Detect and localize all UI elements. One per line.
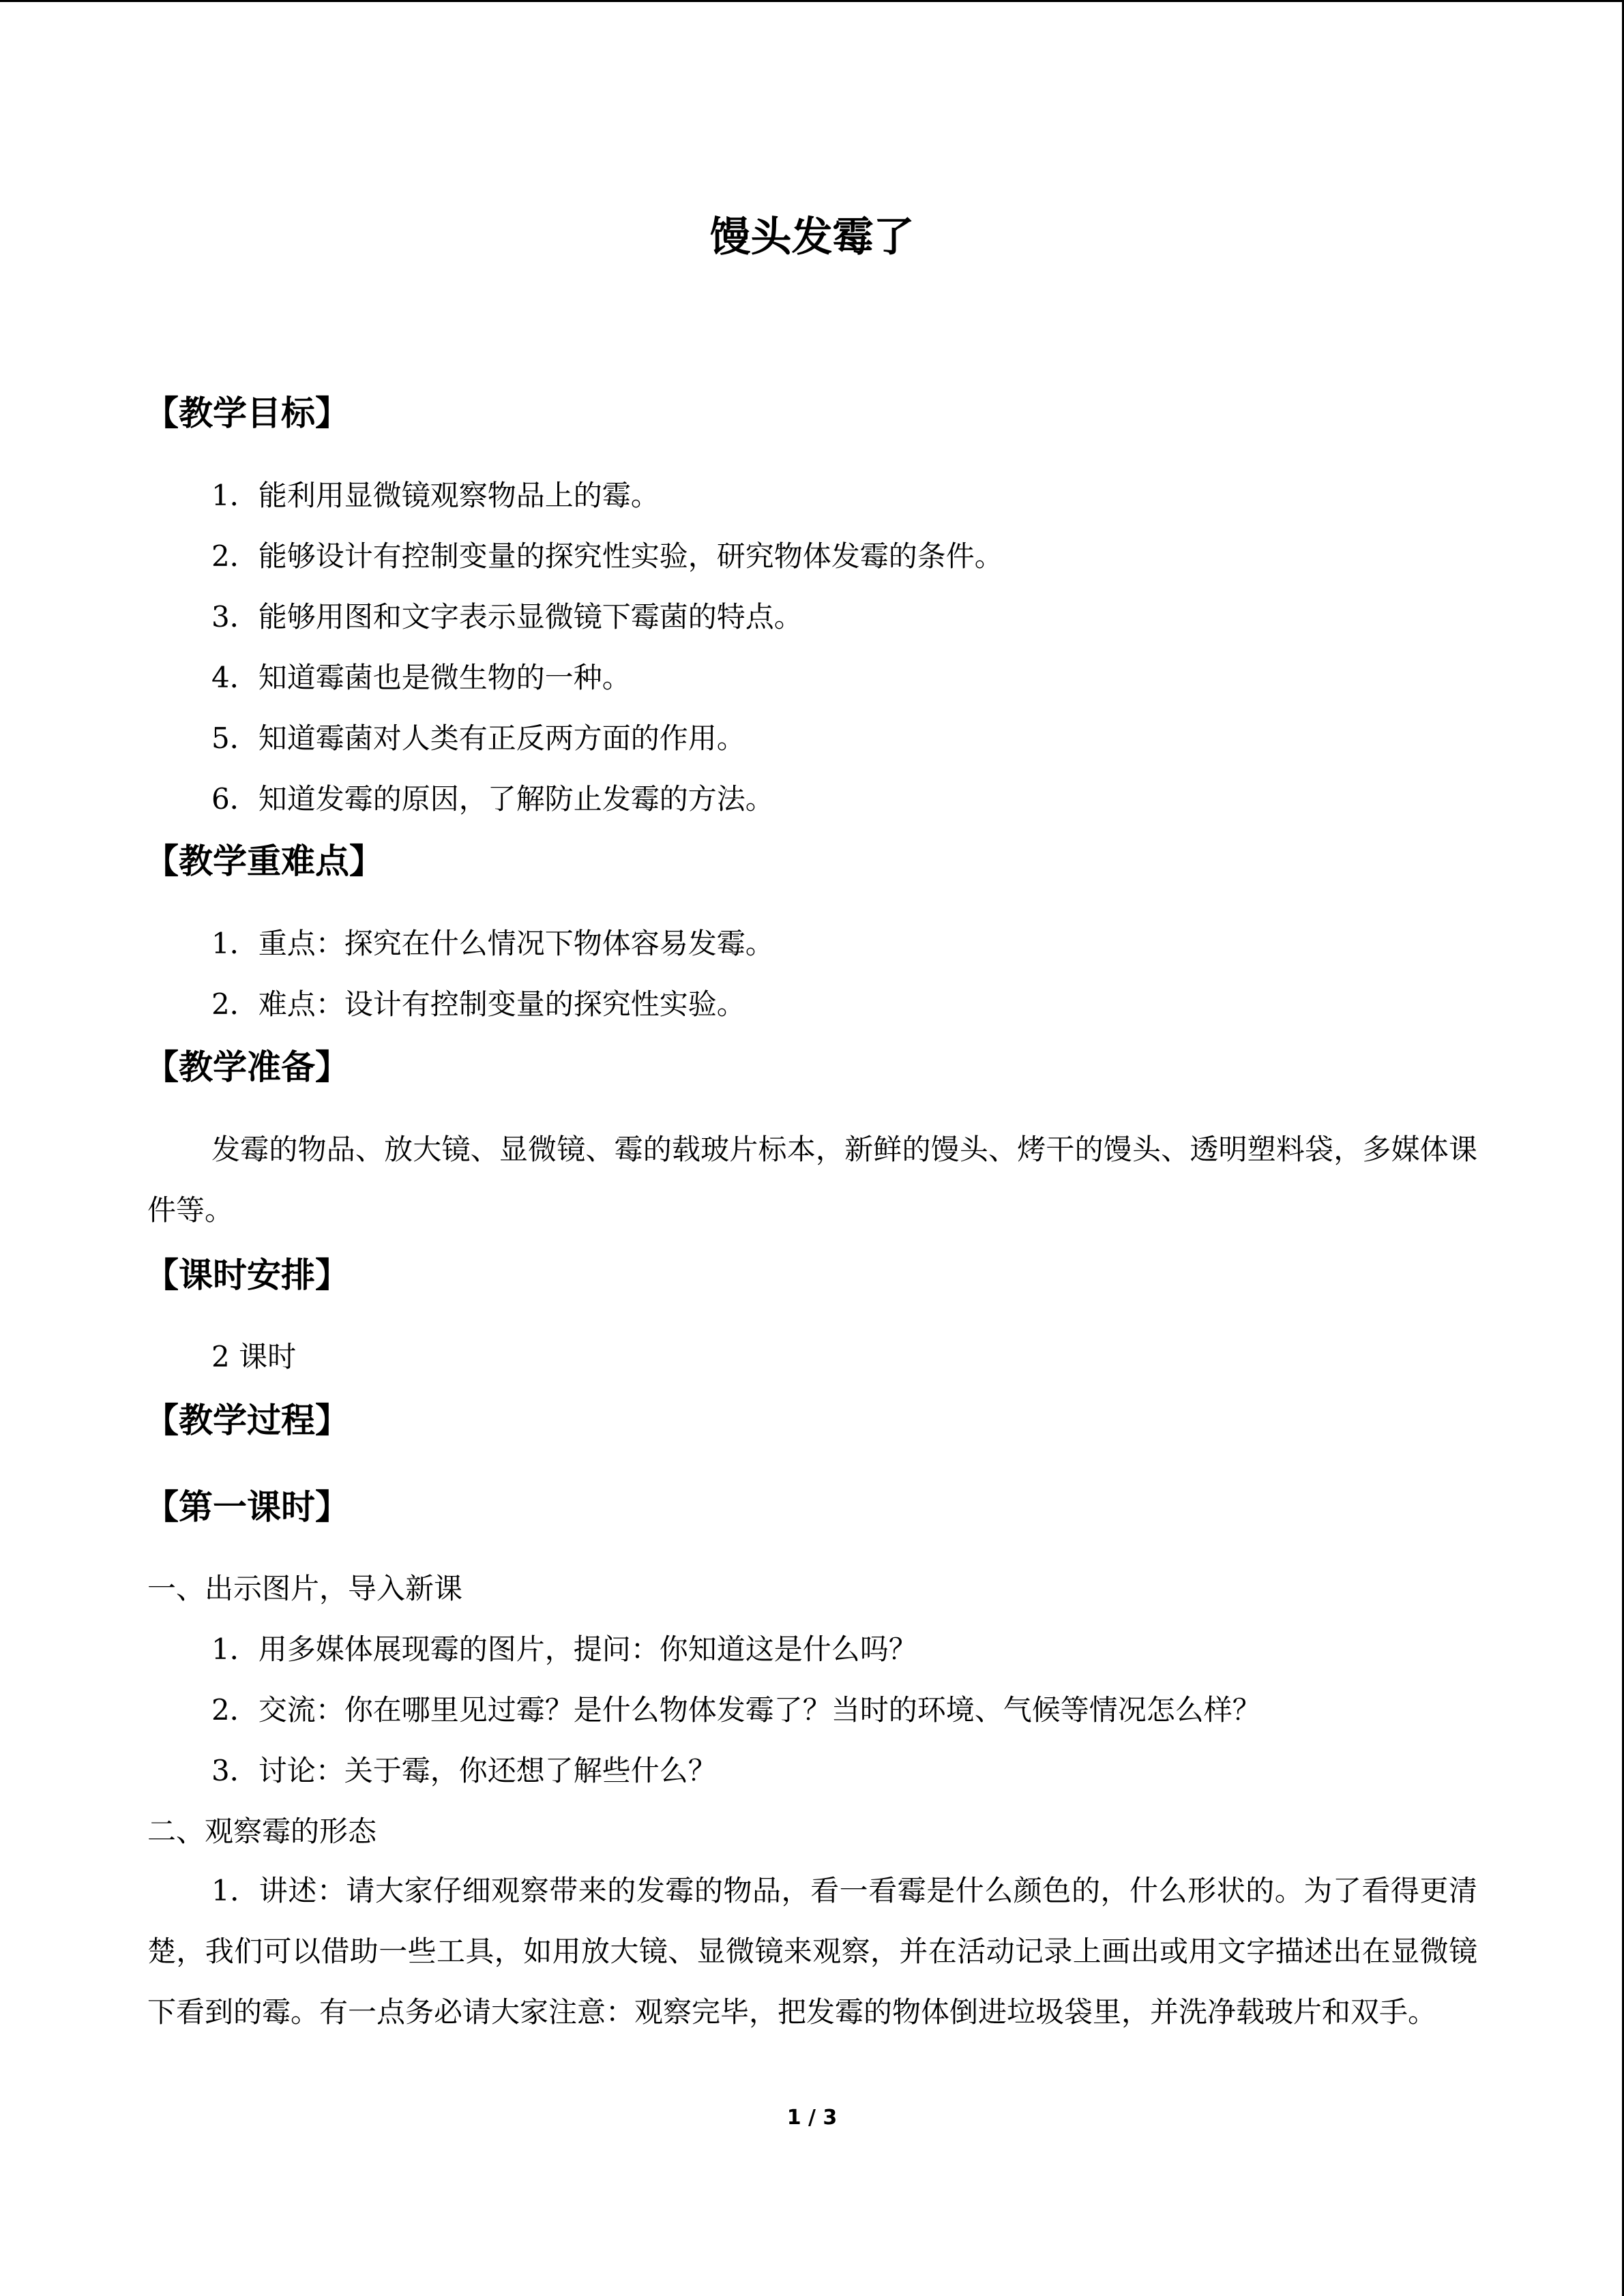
heading-process: 【教学过程】 (145, 1401, 349, 1440)
objective-item: 4．知道霉菌也是微生物的一种。 (211, 661, 631, 694)
heading-key-points: 【教学重难点】 (145, 841, 383, 881)
lesson-part-title: 二、观察霉的形态 (147, 1815, 377, 1848)
schedule-text: 2 课时 (211, 1340, 297, 1373)
objective-item: 2．能够设计有控制变量的探究性实验，研究物体发霉的条件。 (211, 539, 1003, 573)
heading-lesson-1: 【第一课时】 (145, 1487, 349, 1527)
lesson-item: 1．用多媒体展现霉的图片，提问：你知道这是什么吗？ (211, 1632, 917, 1666)
objective-item: 6．知道发霉的原因，了解防止发霉的方法。 (211, 782, 774, 816)
heading-preparation: 【教学准备】 (145, 1047, 349, 1087)
lesson-item: 3．讨论：关于霉，你还想了解些什么？ (211, 1754, 717, 1787)
lesson-paragraph: 1．讲述：请大家仔细观察带来的发霉的物品，看一看霉是什么颜色的，什么形状的。为了看得更清楚，我们可以借助一些工具，如用放大镜、显微镜来观察，并在活动记录上画出或用文字描述出在显微镜下看到的霉。有一点务必请大家注意：观察完毕，把发霉的物体倒进垃圾袋里，并洗净载玻片和双手。 (147, 1874, 1477, 2029)
page-number: 1 / 3 (786, 2106, 838, 2130)
lesson-item: 2．交流：你在哪里见过霉？是什么物体发霉了？当时的环境、气候等情况怎么样？ (211, 1693, 1261, 1727)
key-point-item: 1．重点：探究在什么情况下物体容易发霉。 (211, 927, 774, 960)
document-title: 馒头发霉了 (709, 213, 915, 261)
objective-item: 5．知道霉菌对人类有正反两方面的作用。 (211, 721, 745, 755)
heading-objectives: 【教学目标】 (145, 393, 349, 433)
objective-item: 1．能利用显微镜观察物品上的霉。 (211, 479, 660, 512)
preparation-text: 发霉的物品、放大镜、显微镜、霉的载玻片标本，新鲜的馒头、烤干的馒头、透明塑料袋，多媒体课件等。 (147, 1133, 1477, 1227)
objective-item: 3．能够用图和文字表示显微镜下霉菌的特点。 (211, 600, 803, 633)
lesson-part-title: 一、出示图片，导入新课 (147, 1572, 463, 1605)
heading-schedule: 【课时安排】 (145, 1255, 349, 1295)
key-point-item: 2．难点：设计有控制变量的探究性实验。 (211, 987, 745, 1021)
